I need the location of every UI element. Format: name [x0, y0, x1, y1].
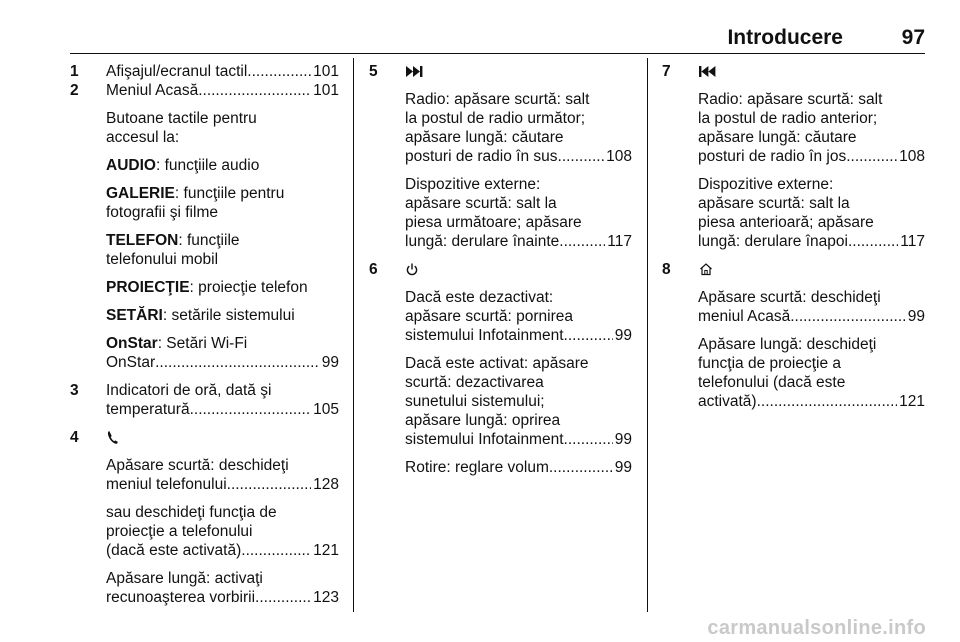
home-icon — [698, 260, 714, 279]
paragraph: Dacă este dezactivat: apăsare scurtă: pornirea sistemului Infotainment ..... 99 — [405, 288, 632, 345]
paragraph: GALERIE: funcţiile pentru fotografii şi filme — [106, 185, 285, 221]
entry-number: 7 — [662, 63, 671, 80]
entry-number: 1 — [70, 63, 79, 80]
page-ref[interactable]: 128 — [313, 476, 339, 493]
column-divider-2 — [647, 58, 648, 612]
page-number: 97 — [901, 26, 925, 49]
paragraph: Butoane tactile pentru accesul la: — [106, 110, 257, 146]
page-ref[interactable]: 123 — [313, 589, 339, 606]
paragraph: sau deschideţi funcţia de proiecţie a telefonului (dacă este activată) ..... 121 — [106, 503, 339, 560]
column-1 — [70, 62, 339, 616]
page-ref[interactable]: 117 — [607, 233, 632, 250]
page-ref[interactable]: 99 — [614, 431, 632, 448]
paragraph: SETĂRI: setările sistemului — [106, 307, 295, 324]
entry-number: 5 — [369, 63, 378, 80]
page-ref[interactable]: 105 — [313, 401, 339, 418]
entry-number: 2 — [70, 82, 79, 99]
paragraph: Apăsare scurtă: deschideţi meniul Acasă ..... 99 — [698, 288, 925, 326]
column-2 — [369, 62, 632, 486]
entry-1 — [70, 62, 339, 81]
page-ref[interactable]: 117 — [900, 233, 925, 250]
entry-4 — [70, 428, 339, 607]
paragraph: PROIECŢIE: proiecţie telefon — [106, 279, 308, 296]
page-ref[interactable]: 121 — [313, 542, 339, 559]
page-ref[interactable]: 108 — [606, 148, 632, 165]
paragraph: Dispozitive externe: apăsare scurtă: salt la piesa anterioară; apăsare lungă: derulare înapoi ..... 117 — [698, 175, 925, 251]
entry-number: 4 — [70, 429, 79, 446]
paragraph: Radio: apăsare scurtă: salt la postul de radio următor; apăsare lungă: căutare posturi de radio în sus ..... 108 — [405, 90, 632, 166]
page-ref[interactable]: 99 — [907, 308, 925, 325]
entry-3: 3 Indicatori de oră, dată şi temperatură ..... 105 — [70, 381, 339, 419]
page-ref[interactable]: 121 — [899, 393, 925, 410]
header-rule — [70, 53, 925, 54]
page-title: Introducere — [727, 26, 843, 49]
page-ref[interactable]: 101 — [313, 63, 339, 80]
page-ref[interactable]: 99 — [321, 354, 339, 371]
paragraph: Apăsare scurtă: deschideţi meniul telefonului ..... 128 — [106, 456, 339, 494]
paragraph: Rotire: reglare volum ..... 99 — [405, 458, 632, 477]
page-ref[interactable]: 108 — [899, 148, 925, 165]
page-ref[interactable]: 99 — [614, 459, 632, 476]
paragraph: Radio: apăsare scurtă: salt la postul de radio anterior; apăsare lungă: căutare posturi de radio în jos ..... 108 — [698, 90, 925, 166]
entry-number: 8 — [662, 261, 671, 278]
entry-2 — [70, 81, 339, 372]
page-ref[interactable]: 101 — [313, 82, 339, 99]
entry-8 — [662, 260, 925, 411]
paragraph: OnStar: Setări Wi-Fi OnStar ..... 99 — [106, 334, 339, 372]
page-ref[interactable]: 99 — [614, 327, 632, 344]
paragraph: Dacă este activat: apăsare scurtă: dezactivarea sunetului sistemului; apăsare lungă: oprirea sistemului Infotainment ..... 99 — [405, 354, 632, 449]
paragraph: Apăsare lungă: deschideţi funcţia de proiecţie a telefonului (dacă este activată) ..... 121 — [698, 335, 925, 411]
toc-line: Meniul Acasă ..... 101 — [106, 81, 339, 100]
toc-line: Afişajul/ecranul tactil ..... 101 — [106, 62, 339, 81]
phone-icon — [106, 428, 120, 447]
column-divider-1 — [353, 58, 354, 612]
entry-6 — [369, 260, 632, 477]
paragraph: Dispozitive externe: apăsare scurtă: salt la piesa următoare; apăsare lungă: derulare înainte ..... 117 — [405, 175, 632, 251]
column-3 — [662, 62, 925, 420]
paragraph: TELEFON: funcţiile telefonului mobil — [106, 232, 240, 268]
entry-number: 6 — [369, 261, 378, 278]
paragraph: AUDIO: funcţiile audio — [106, 157, 260, 174]
page-header — [70, 26, 925, 50]
paragraph: Apăsare lungă: activaţi recunoaşterea vorbirii ..... 123 — [106, 569, 339, 607]
entry-number: 3 — [70, 382, 79, 399]
next-track-icon — [405, 62, 425, 81]
power-icon — [405, 260, 419, 279]
previous-track-icon — [698, 62, 718, 81]
watermark: carmanualsonline.info — [707, 617, 926, 639]
entry-5 — [369, 62, 632, 251]
entry-7 — [662, 62, 925, 251]
